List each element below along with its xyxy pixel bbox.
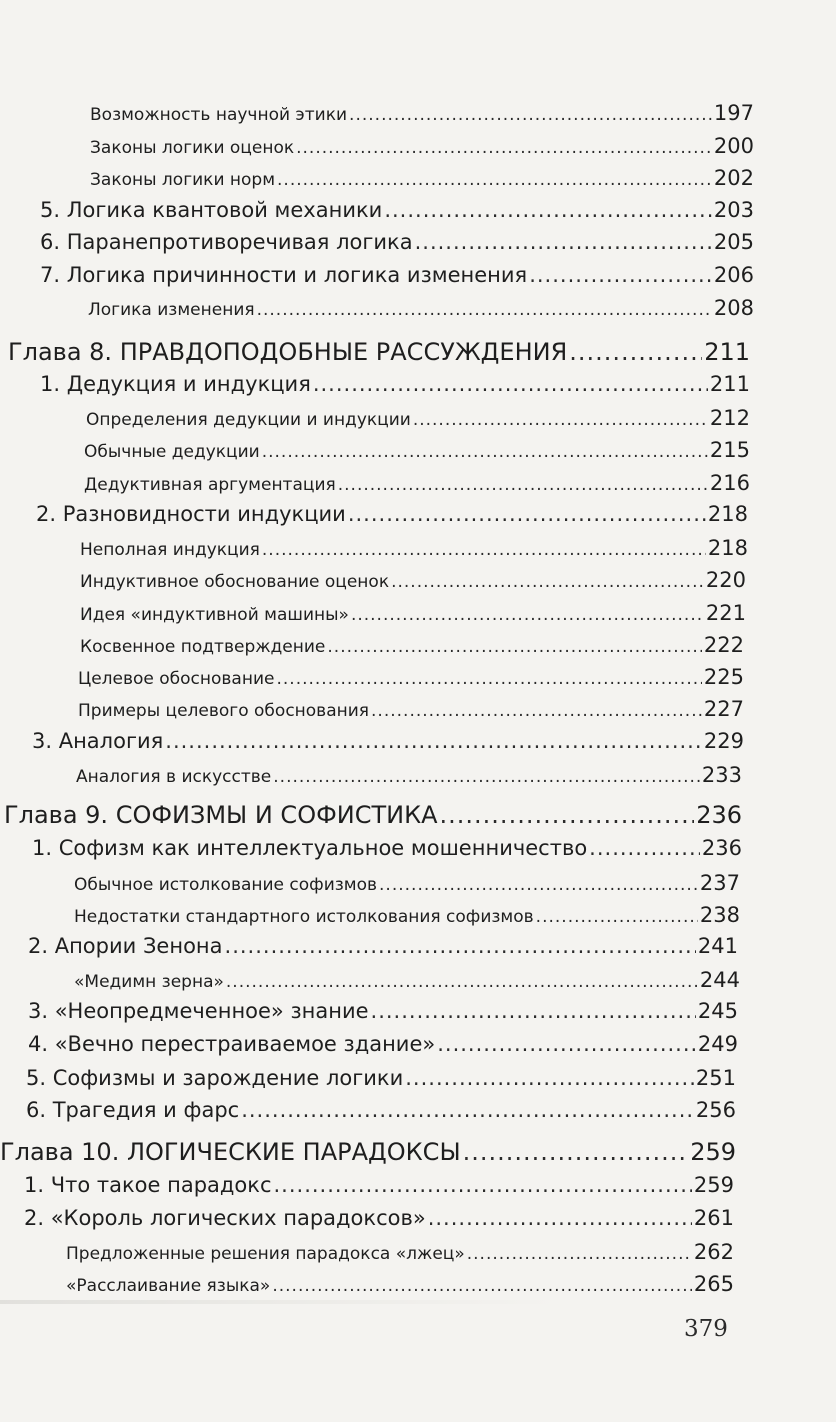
toc-entry-page: 237 [699,871,740,895]
toc-entry-page: 220 [705,568,746,592]
dot-leader [276,669,701,689]
toc-entry-title: 2. Апории Зенона [28,934,223,958]
dot-leader [529,263,712,287]
toc-chapter [8,338,750,366]
toc-entry [90,101,754,125]
toc-entry [84,471,750,495]
toc-entry [78,697,744,721]
toc-entry-page: 256 [695,1098,736,1122]
toc-entry-page: 211 [709,372,750,396]
toc-chapter [4,801,742,829]
toc-entry [74,871,740,895]
toc-entry-title: 7. Логика причинности и логика изменения [40,263,528,287]
dot-leader [463,1138,689,1166]
toc-chapter-title: Глава 10. ЛОГИЧЕСКИЕ ПАРАДОКСЫ [0,1138,461,1166]
toc-entry-page: 205 [713,230,754,254]
dot-leader [277,170,712,190]
toc-entry-title: Предложенные решения парадокса «лжец» [66,1244,465,1264]
dot-leader [379,875,698,895]
toc-entry [40,263,754,287]
toc-entry-page: 208 [713,296,754,320]
toc-entry-page: 227 [703,697,744,721]
toc-entry [88,296,754,320]
toc-entry-title: Целевое обоснование [78,669,275,689]
toc-entry-page: 261 [693,1206,734,1230]
toc-entry [40,230,754,254]
toc-entry-page: 212 [709,406,750,430]
toc-entry-page: 222 [703,633,744,657]
toc-entry-title: 1. Дедукция и индукция [40,372,311,396]
toc-entry-page: 241 [697,934,738,958]
toc-entry-page: 251 [695,1066,736,1090]
dot-leader [313,372,708,396]
dot-leader [349,105,712,125]
toc-entry-page: 218 [707,502,748,526]
dot-leader [257,300,712,320]
dot-leader [165,729,702,753]
toc-entry-page: 238 [699,903,740,927]
toc-entry [80,633,744,657]
dot-leader [296,138,712,158]
toc-entry [28,934,738,958]
dot-leader [384,198,712,222]
toc-entry [90,166,754,190]
dot-leader [569,338,702,366]
toc-entry-title: 5. Логика квантовой механики [40,198,383,222]
dot-leader [262,540,706,560]
toc-entry-title: «Медимн зерна» [74,972,224,992]
toc-entry [26,1098,736,1122]
toc-entry-page: 233 [701,763,742,787]
toc-entry-page: 203 [713,198,754,222]
toc-entry-title: Возможность научной этики [90,105,348,125]
toc-entry-page: 262 [693,1240,734,1264]
toc-entry-title: Недостатки стандартного истолкования софизмов [74,907,534,927]
toc-entry-page: 216 [709,471,750,495]
toc-chapter [0,1138,736,1166]
toc-entry-page: 265 [693,1272,734,1296]
dot-leader [589,836,700,860]
toc-entry-title: Аналогия в искусстве [76,767,272,787]
toc-entry [32,836,742,860]
toc-entry [32,729,744,753]
page-number: 379 [684,1316,728,1342]
toc-entry-title: Неполная индукция [80,540,260,560]
toc-entry [28,1032,738,1056]
dot-leader [351,605,704,625]
dot-leader [428,1206,692,1230]
toc-entry [66,1272,734,1296]
toc-entry [78,665,744,689]
dot-leader [467,1244,692,1264]
toc-entry-title: 3. «Неопредмеченное» знание [28,999,369,1023]
toc-entry-page: 259 [690,1138,736,1166]
toc-entry-title: Законы логики оценок [90,138,295,158]
toc-entry-title: Логика изменения [88,300,255,320]
dot-leader [440,801,695,829]
toc-entry-title: 3. Аналогия [32,729,164,753]
toc-entry-title: Косвенное подтверждение [80,637,326,657]
toc-entry [36,502,748,526]
toc-entry-page: 200 [713,134,754,158]
scan-shadow [0,1300,560,1304]
toc-entry [76,763,742,787]
toc-entry-page: 221 [705,601,746,625]
toc-entry-page: 225 [703,665,744,689]
dot-leader [272,1276,692,1296]
toc-entry-title: Дедуктивная аргументация [84,475,336,495]
toc-entry-title: 6. Паранепротиворечивая логика [40,230,413,254]
dot-leader [391,572,704,592]
toc-entry-title: 2. Разновидности индукции [36,502,346,526]
toc-entry [26,1066,736,1090]
toc-entry-title: Законы логики норм [90,170,276,190]
toc-entry [24,1206,734,1230]
dot-leader [371,999,696,1023]
dot-leader [371,701,702,721]
dot-leader [274,1173,692,1197]
toc-entry-title: 1. Что такое парадокс [24,1173,272,1197]
toc-entry-title: Обычное истолкование софизмов [74,875,378,895]
dot-leader [273,767,700,787]
toc-entry-title: Обычные дедукции [84,442,260,462]
dot-leader [405,1066,694,1090]
toc-entry-page: 236 [696,801,742,829]
dot-leader [413,410,708,430]
toc-entry-title: «Расслаивание языка» [66,1276,271,1296]
toc-entry-page: 244 [699,968,740,992]
dot-leader [226,972,698,992]
dot-leader [536,907,698,927]
toc-entry [40,198,754,222]
toc-entry-page: 215 [709,438,750,462]
toc-entry-page: 229 [703,729,744,753]
toc-entry-title: Примеры целевого обоснования [78,701,370,721]
dot-leader [338,475,708,495]
toc-entry-title: 2. «Король логических парадоксов» [24,1206,426,1230]
dot-leader [241,1098,694,1122]
toc-entry [74,903,740,927]
dot-leader [415,230,712,254]
toc-entry [28,999,738,1023]
toc-entry-page: 236 [701,836,742,860]
toc-entry-title: 4. «Вечно перестраиваемое здание» [28,1032,436,1056]
toc-entry-title: Идея «индуктивной машины» [80,605,349,625]
toc-entry-title: 1. Софизм как интеллектуальное мошенничество [32,836,588,860]
toc-entry-page: 197 [713,101,754,125]
dot-leader [348,502,706,526]
toc-entry [40,372,750,396]
toc-chapter-title: Глава 9. СОФИЗМЫ И СОФИСТИКА [4,801,438,829]
toc-entry [90,134,754,158]
toc-entry [80,536,748,560]
toc-entry [84,438,750,462]
toc-entry [66,1240,734,1264]
toc-entry-page: 259 [693,1173,734,1197]
dot-leader [262,442,708,462]
toc-entry-page: 249 [697,1032,738,1056]
dot-leader [225,934,696,958]
toc-entry-page: 245 [697,999,738,1023]
toc-entry-page: 206 [713,263,754,287]
toc-entry [24,1173,734,1197]
dot-leader [327,637,702,657]
toc-entry-page: 202 [713,166,754,190]
toc-entry-title: Индуктивное обоснование оценок [80,572,390,592]
toc-entry-title: Определения дедукции и индукции [86,410,411,430]
toc-entry-page: 218 [707,536,748,560]
dot-leader [437,1032,696,1056]
toc-entry [74,968,740,992]
toc-entry [86,406,750,430]
toc-entry [80,601,746,625]
toc-entry [80,568,746,592]
toc-entry-title: 5. Софизмы и зарождение логики [26,1066,404,1090]
toc-entry-page: 211 [704,338,750,366]
toc-chapter-title: Глава 8. ПРАВДОПОДОБНЫЕ РАССУЖДЕНИЯ [8,338,568,366]
toc-entry-title: 6. Трагедия и фарс [26,1098,240,1122]
